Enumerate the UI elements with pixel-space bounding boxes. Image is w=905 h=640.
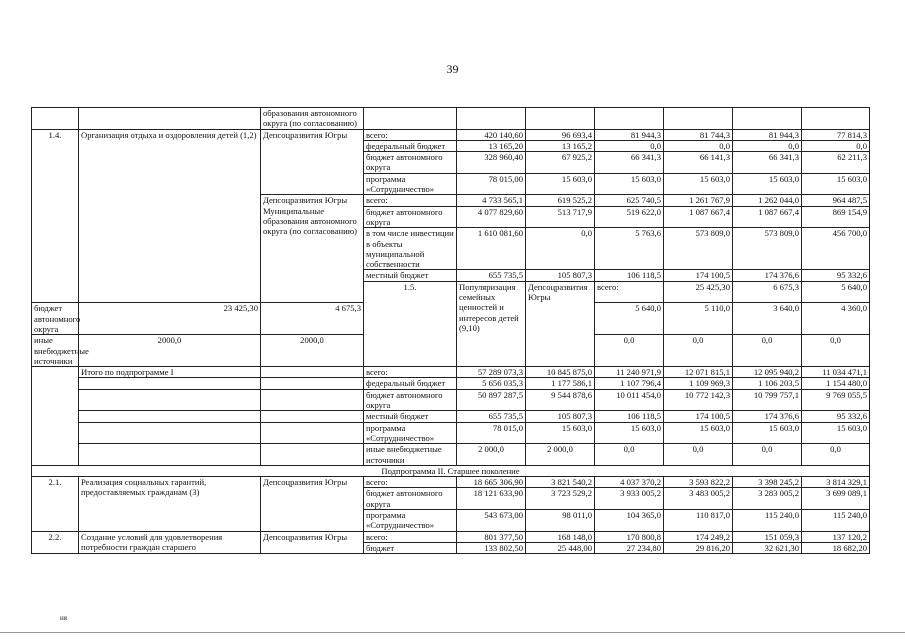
table-cell: 0,0 <box>664 335 733 367</box>
table-cell: 11 034 471,1 <box>802 367 870 378</box>
table-cell: 0,0 <box>595 335 664 367</box>
table-cell: 104 365,0 <box>595 509 664 531</box>
table-cell: 4 360,0 <box>802 303 870 335</box>
table-cell: 174 376,6 <box>733 411 802 422</box>
table-cell: 5 640,0 <box>802 281 870 303</box>
table-cell: 106 118,5 <box>595 411 664 422</box>
table-cell: 519 622,0 <box>595 206 664 228</box>
table-cell: 1 261 767,9 <box>664 195 733 206</box>
table-cell: 13 165,2 <box>526 140 595 151</box>
table-cell: 3 398 245,2 <box>733 477 802 488</box>
table-cell: всего: <box>364 477 457 488</box>
table-cell: 105 807,3 <box>526 270 595 281</box>
table-cell: 0,0 <box>595 140 664 151</box>
table-cell <box>261 422 364 444</box>
table-cell: всего: <box>595 281 664 303</box>
table-cell: 15 603,0 <box>802 422 870 444</box>
table-cell <box>79 108 261 130</box>
table-cell: 1 087 667,4 <box>664 206 733 228</box>
table-row <box>32 422 870 444</box>
table-cell: 0,0 <box>595 444 664 466</box>
table-cell: 137 120,2 <box>802 531 870 542</box>
table-cell: 9 544 878,6 <box>526 389 595 411</box>
table-cell: 3 483 005,2 <box>664 488 733 510</box>
table-cell: 15 603,0 <box>526 173 595 195</box>
table-cell: 6 675,3 <box>733 281 802 303</box>
table-cell: 5 763,6 <box>595 228 664 270</box>
table-cell: 115 240,0 <box>733 509 802 531</box>
table-cell: Организация отдыха и оздоровления детей (1,2) <box>79 129 261 303</box>
table-cell: 3 821 540,2 <box>526 477 595 488</box>
table-row <box>32 531 870 542</box>
table-cell: 3 723 529,2 <box>526 488 595 510</box>
table-cell: 4 675,3 <box>261 303 364 335</box>
table-cell: 81 744,3 <box>664 129 733 140</box>
table-cell <box>79 422 261 444</box>
table-cell: 110 817,0 <box>664 509 733 531</box>
table-cell: 5 110,0 <box>664 303 733 335</box>
table-cell <box>79 411 261 422</box>
table-cell: 2.2. <box>32 531 79 554</box>
table-cell: 5 656 035,3 <box>457 378 526 389</box>
table-cell: 10 799 757,1 <box>733 389 802 411</box>
table-cell <box>79 378 261 389</box>
table-cell: 105 807,3 <box>526 411 595 422</box>
table-cell: 168 148,0 <box>526 531 595 542</box>
table-cell: 543 673,00 <box>457 509 526 531</box>
table-cell: 115 240,0 <box>802 509 870 531</box>
table-cell: 98 011,0 <box>526 509 595 531</box>
table-cell: 456 700,0 <box>802 228 870 270</box>
table-cell: 0,0 <box>733 444 802 466</box>
table-cell: бюджет автономного округа <box>364 152 457 174</box>
table-row <box>32 477 870 488</box>
table-cell: Депсоцразвития Югры Муниципальные образования автономного округа (по согласованию) <box>261 195 364 303</box>
table-cell: 655 735,5 <box>457 411 526 422</box>
table-cell: 1 107 796,4 <box>595 378 664 389</box>
table-cell: 133 802,50 <box>457 542 526 553</box>
table-cell <box>664 108 733 130</box>
table-cell: 2000,0 <box>261 335 364 367</box>
table-cell: 2 000,0 <box>526 444 595 466</box>
table-cell: 3 814 329,1 <box>802 477 870 488</box>
table-cell: 11 240 971,9 <box>595 367 664 378</box>
table-cell: 328 960,40 <box>457 152 526 174</box>
table-cell: 10 011 454,0 <box>595 389 664 411</box>
table-cell: 77 814,3 <box>802 129 870 140</box>
table-row <box>32 108 870 130</box>
table-cell <box>733 108 802 130</box>
table-cell: 1 610 081,60 <box>457 228 526 270</box>
table-cell: 573 809,0 <box>664 228 733 270</box>
table-cell: 625 740,5 <box>595 195 664 206</box>
table-cell: бюджет <box>364 542 457 553</box>
table-cell: 5 640,0 <box>595 303 664 335</box>
table-cell: 0,0 <box>526 228 595 270</box>
table-cell: 25 448,00 <box>526 542 595 553</box>
table-cell: 95 332,6 <box>802 411 870 422</box>
table-cell: всего: <box>364 367 457 378</box>
table-cell: 15 603,0 <box>664 422 733 444</box>
table-cell: 18 682,20 <box>802 542 870 553</box>
table-cell <box>526 108 595 130</box>
table-cell: образования автономного округа (по согласованию) <box>261 108 364 130</box>
table-cell: 964 487,5 <box>802 195 870 206</box>
table-cell: 12 095 940,2 <box>733 367 802 378</box>
table-cell <box>79 444 261 466</box>
table-cell: 1 106 203,5 <box>733 378 802 389</box>
table-row <box>32 411 870 422</box>
table-cell: 0,0 <box>802 335 870 367</box>
table-cell: 67 925,2 <box>526 152 595 174</box>
table-cell: 2 000,0 <box>457 444 526 466</box>
table-cell: 801 377,50 <box>457 531 526 542</box>
table-cell <box>364 108 457 130</box>
table-cell: 50 897 287,5 <box>457 389 526 411</box>
table-cell: иные внебюджетные источники <box>32 335 79 367</box>
table-cell: Подпрограмма II. Старшее поколение <box>32 465 870 476</box>
table-cell: 420 140,60 <box>457 129 526 140</box>
table-cell: 95 332,6 <box>802 270 870 281</box>
table-cell <box>261 367 364 378</box>
table-cell: программа «Сотрудничество» <box>364 422 457 444</box>
table-cell: 1.5. <box>364 281 457 366</box>
table-cell: всего: <box>364 195 457 206</box>
table-cell: 655 735,5 <box>457 270 526 281</box>
table-cell <box>79 389 261 411</box>
table-cell: программа «Сотрудничество» <box>364 173 457 195</box>
table-cell: 23 425,30 <box>79 303 261 335</box>
table-cell: 0,0 <box>664 140 733 151</box>
table-cell: иные внебюджетные источники <box>364 444 457 466</box>
table-cell: бюджет автономного округа <box>364 206 457 228</box>
footer-mark: ня <box>60 614 67 622</box>
table-cell: 1 262 044,0 <box>733 195 802 206</box>
table-cell: 0,0 <box>802 140 870 151</box>
table-row <box>32 367 870 378</box>
table-cell: 2000,0 <box>79 335 261 367</box>
table-cell: 9 769 055,5 <box>802 389 870 411</box>
table-cell: 13 165,20 <box>457 140 526 151</box>
table-cell <box>595 108 664 130</box>
table-cell: программа «Сотрудничество» <box>364 509 457 531</box>
table-cell: 15 603,0 <box>664 173 733 195</box>
table-row <box>32 129 870 140</box>
table-cell <box>32 367 79 466</box>
table-cell: 174 249,2 <box>664 531 733 542</box>
table-cell: 10 845 875,0 <box>526 367 595 378</box>
table-cell: 78 015,0 <box>457 422 526 444</box>
table-cell: 62 211,3 <box>802 152 870 174</box>
table-cell: 0,0 <box>802 444 870 466</box>
table-cell: федеральный бюджет <box>364 378 457 389</box>
table-cell: 174 100,5 <box>664 411 733 422</box>
table-cell: 106 118,5 <box>595 270 664 281</box>
table-cell: 81 944,3 <box>733 129 802 140</box>
table-cell: Популяризация семейных ценностей и интересов детей (9,10) <box>457 281 526 366</box>
table-cell: 18 665 306,90 <box>457 477 526 488</box>
table-cell: 96 693,4 <box>526 129 595 140</box>
table-row <box>32 378 870 389</box>
table-cell: 29 816,20 <box>664 542 733 553</box>
table-cell: Создание условий для удовлетворения потребности граждан старшего <box>79 531 261 554</box>
table-cell: местный бюджет <box>364 270 457 281</box>
table-cell: 3 283 005,2 <box>733 488 802 510</box>
table-cell: 174 100,5 <box>664 270 733 281</box>
table-cell: 3 640,0 <box>733 303 802 335</box>
table-cell: 1 154 480,0 <box>802 378 870 389</box>
table-cell: бюджет автономного округа <box>364 488 457 510</box>
table-cell: Депсоцразвития Югры <box>261 531 364 554</box>
bottom-edge-line <box>0 632 905 633</box>
table-cell: 32 621,30 <box>733 542 802 553</box>
table-cell: 4 037 370,2 <box>595 477 664 488</box>
table-cell: 3 593 822,2 <box>664 477 733 488</box>
table-cell: местный бюджет <box>364 411 457 422</box>
table-cell: 1 109 969,3 <box>664 378 733 389</box>
table-cell: 619 525,2 <box>526 195 595 206</box>
table-cell: 57 289 073,3 <box>457 367 526 378</box>
table-cell: 66 141,3 <box>664 152 733 174</box>
page-number: 39 <box>446 62 459 76</box>
table-cell: 170 800,8 <box>595 531 664 542</box>
budget-table <box>31 107 870 554</box>
table-cell: 4 733 565,1 <box>457 195 526 206</box>
table-cell: 12 071 815,1 <box>664 367 733 378</box>
table-cell: всего: <box>364 129 457 140</box>
table-cell: 78 015,00 <box>457 173 526 195</box>
table-cell: 0,0 <box>664 444 733 466</box>
table-cell: 15 603,0 <box>595 422 664 444</box>
table-cell: Итого по подпрограмме I <box>79 367 261 378</box>
table-row <box>32 465 870 476</box>
table-cell: 151 059,3 <box>733 531 802 542</box>
table-cell: 25 425,30 <box>664 281 733 303</box>
table-cell: Реализация социальных гарантий, предоставляемых гражданам (3) <box>79 477 261 531</box>
table-cell <box>802 108 870 130</box>
table-cell: 66 341,3 <box>733 152 802 174</box>
table-cell: 10 772 142,3 <box>664 389 733 411</box>
table-cell: Депсоцразвития Югры <box>526 281 595 366</box>
table-cell: 0,0 <box>733 335 802 367</box>
table-cell: 15 603,0 <box>733 173 802 195</box>
table-cell: в том числе инвестиции в объекты муниципальной собственности <box>364 228 457 270</box>
table-cell: 1 087 667,4 <box>733 206 802 228</box>
table-cell: 15 603,0 <box>526 422 595 444</box>
table-cell <box>32 108 79 130</box>
table-cell: 15 603,0 <box>802 173 870 195</box>
table-cell: 15 603,0 <box>595 173 664 195</box>
table-cell: 3 699 089,1 <box>802 488 870 510</box>
table-cell <box>261 389 364 411</box>
table-cell <box>261 411 364 422</box>
table-cell: 66 341,3 <box>595 152 664 174</box>
table-cell: 3 933 005,2 <box>595 488 664 510</box>
table-cell: Депсоцразвития Югры <box>261 477 364 531</box>
table-cell: 174 376,6 <box>733 270 802 281</box>
table-row <box>32 444 870 466</box>
table-cell: бюджет автономного округа <box>364 389 457 411</box>
table-cell: 4 077 829,60 <box>457 206 526 228</box>
table-cell: 81 944,3 <box>595 129 664 140</box>
table-row <box>32 389 870 411</box>
table-cell: 573 809,0 <box>733 228 802 270</box>
table-cell: бюджет автономного округа <box>32 303 79 335</box>
table-cell: всего: <box>364 531 457 542</box>
table-cell: 1.4. <box>32 129 79 303</box>
table-cell: 1 177 586,1 <box>526 378 595 389</box>
table-cell: федеральный бюджет <box>364 140 457 151</box>
table-cell: 513 717,9 <box>526 206 595 228</box>
table-cell: 2.1. <box>32 477 79 531</box>
table-cell <box>457 108 526 130</box>
table-cell: 18 121 633,90 <box>457 488 526 510</box>
table-cell: Депсоцразвития Югры <box>261 129 364 195</box>
table-cell: 869 154,9 <box>802 206 870 228</box>
table-cell: 27 234,80 <box>595 542 664 553</box>
table-cell: 0,0 <box>733 140 802 151</box>
table-cell <box>261 378 364 389</box>
table-cell: 15 603,0 <box>733 422 802 444</box>
budget-table-body <box>32 108 870 554</box>
table-cell <box>261 444 364 466</box>
